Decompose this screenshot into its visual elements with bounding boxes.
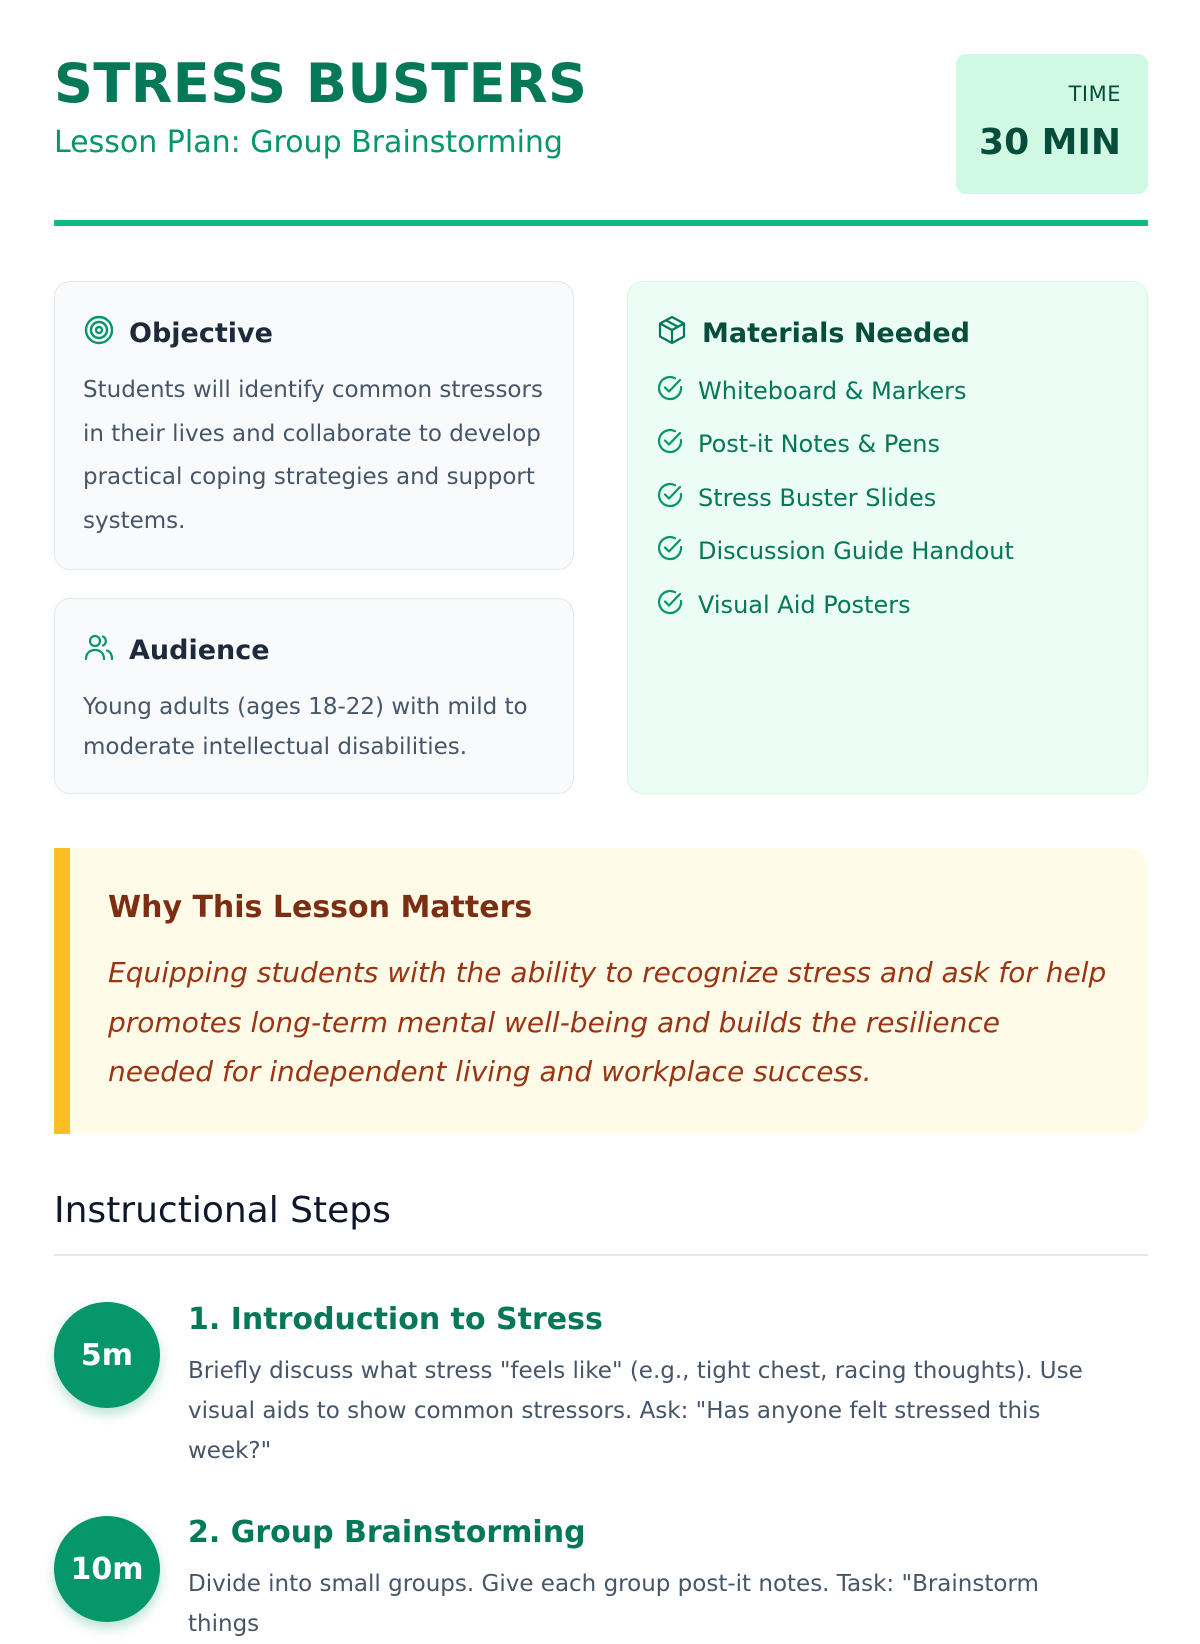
step-text: Divide into small groups. Give each group post-it notes. Task: "Brainstorm things [188,1571,1039,1637]
steps-heading: Instructional Steps [54,1190,391,1231]
materials-card [627,281,1148,794]
box-icon [656,314,688,353]
step-title: 1. Introduction to Stress [188,1302,603,1337]
why-text: Equipping students with the ability to recognize stress and ask for help promotes long-term mental well-being and builds the resilience needed for independent living and workplace success. [108,956,1107,1088]
time-label: TIME [1068,82,1121,106]
header-divider [54,220,1148,226]
check-circle-icon [656,374,684,408]
audience-heading-row [83,633,270,667]
check-circle-icon [656,534,684,568]
steps-divider [54,1254,1148,1256]
why-accent-bar [54,848,70,1134]
materials-list-item [656,525,1014,579]
materials-item-label: Stress Buster Slides [698,483,937,512]
objective-heading: Objective [129,317,273,349]
materials-list-item [656,471,1014,525]
objective-heading-row [83,316,273,350]
time-badge [956,54,1148,194]
users-icon [83,631,115,670]
materials-item-label: Discussion Guide Handout [698,537,1014,566]
page-subtitle: Lesson Plan: Group Brainstorming [54,125,563,160]
check-circle-icon [656,588,684,622]
materials-list [656,364,1014,632]
materials-item-label: Post-it Notes & Pens [698,430,940,459]
materials-list-item [656,418,1014,472]
materials-item-label: Visual Aid Posters [698,590,911,619]
time-value: 30 MIN [979,122,1121,163]
objective-text: Students will identify common stressors in their lives and collaborate to develop practical coping strategies and support systems. [83,377,543,534]
materials-heading-row [656,316,970,350]
objective-card [54,281,574,570]
why-callout [54,848,1148,1134]
page-title: STRESS BUSTERS [54,52,588,115]
check-circle-icon [656,427,684,461]
materials-heading: Materials Needed [702,317,971,349]
step-text: Briefly discuss what stress "feels like" (e.g., tight chest, racing thoughts). Use visual aids to show common stressors. Ask: "Has anyone felt stressed this week?" [188,1358,1083,1464]
why-heading: Why This Lesson Matters [108,890,533,925]
target-icon [83,314,115,353]
audience-card [54,598,574,794]
audience-heading: Audience [129,634,270,666]
step-title: 2. Group Brainstorming [188,1515,586,1550]
check-circle-icon [656,481,684,515]
step-duration-badge: 5m [54,1302,160,1408]
audience-text: Young adults (ages 18-22) with mild to moderate intellectual disabilities. [83,694,528,760]
materials-item-label: Whiteboard & Markers [698,376,967,405]
step-duration-badge: 10m [54,1516,160,1622]
materials-list-item [656,364,1014,418]
materials-list-item [656,578,1014,632]
